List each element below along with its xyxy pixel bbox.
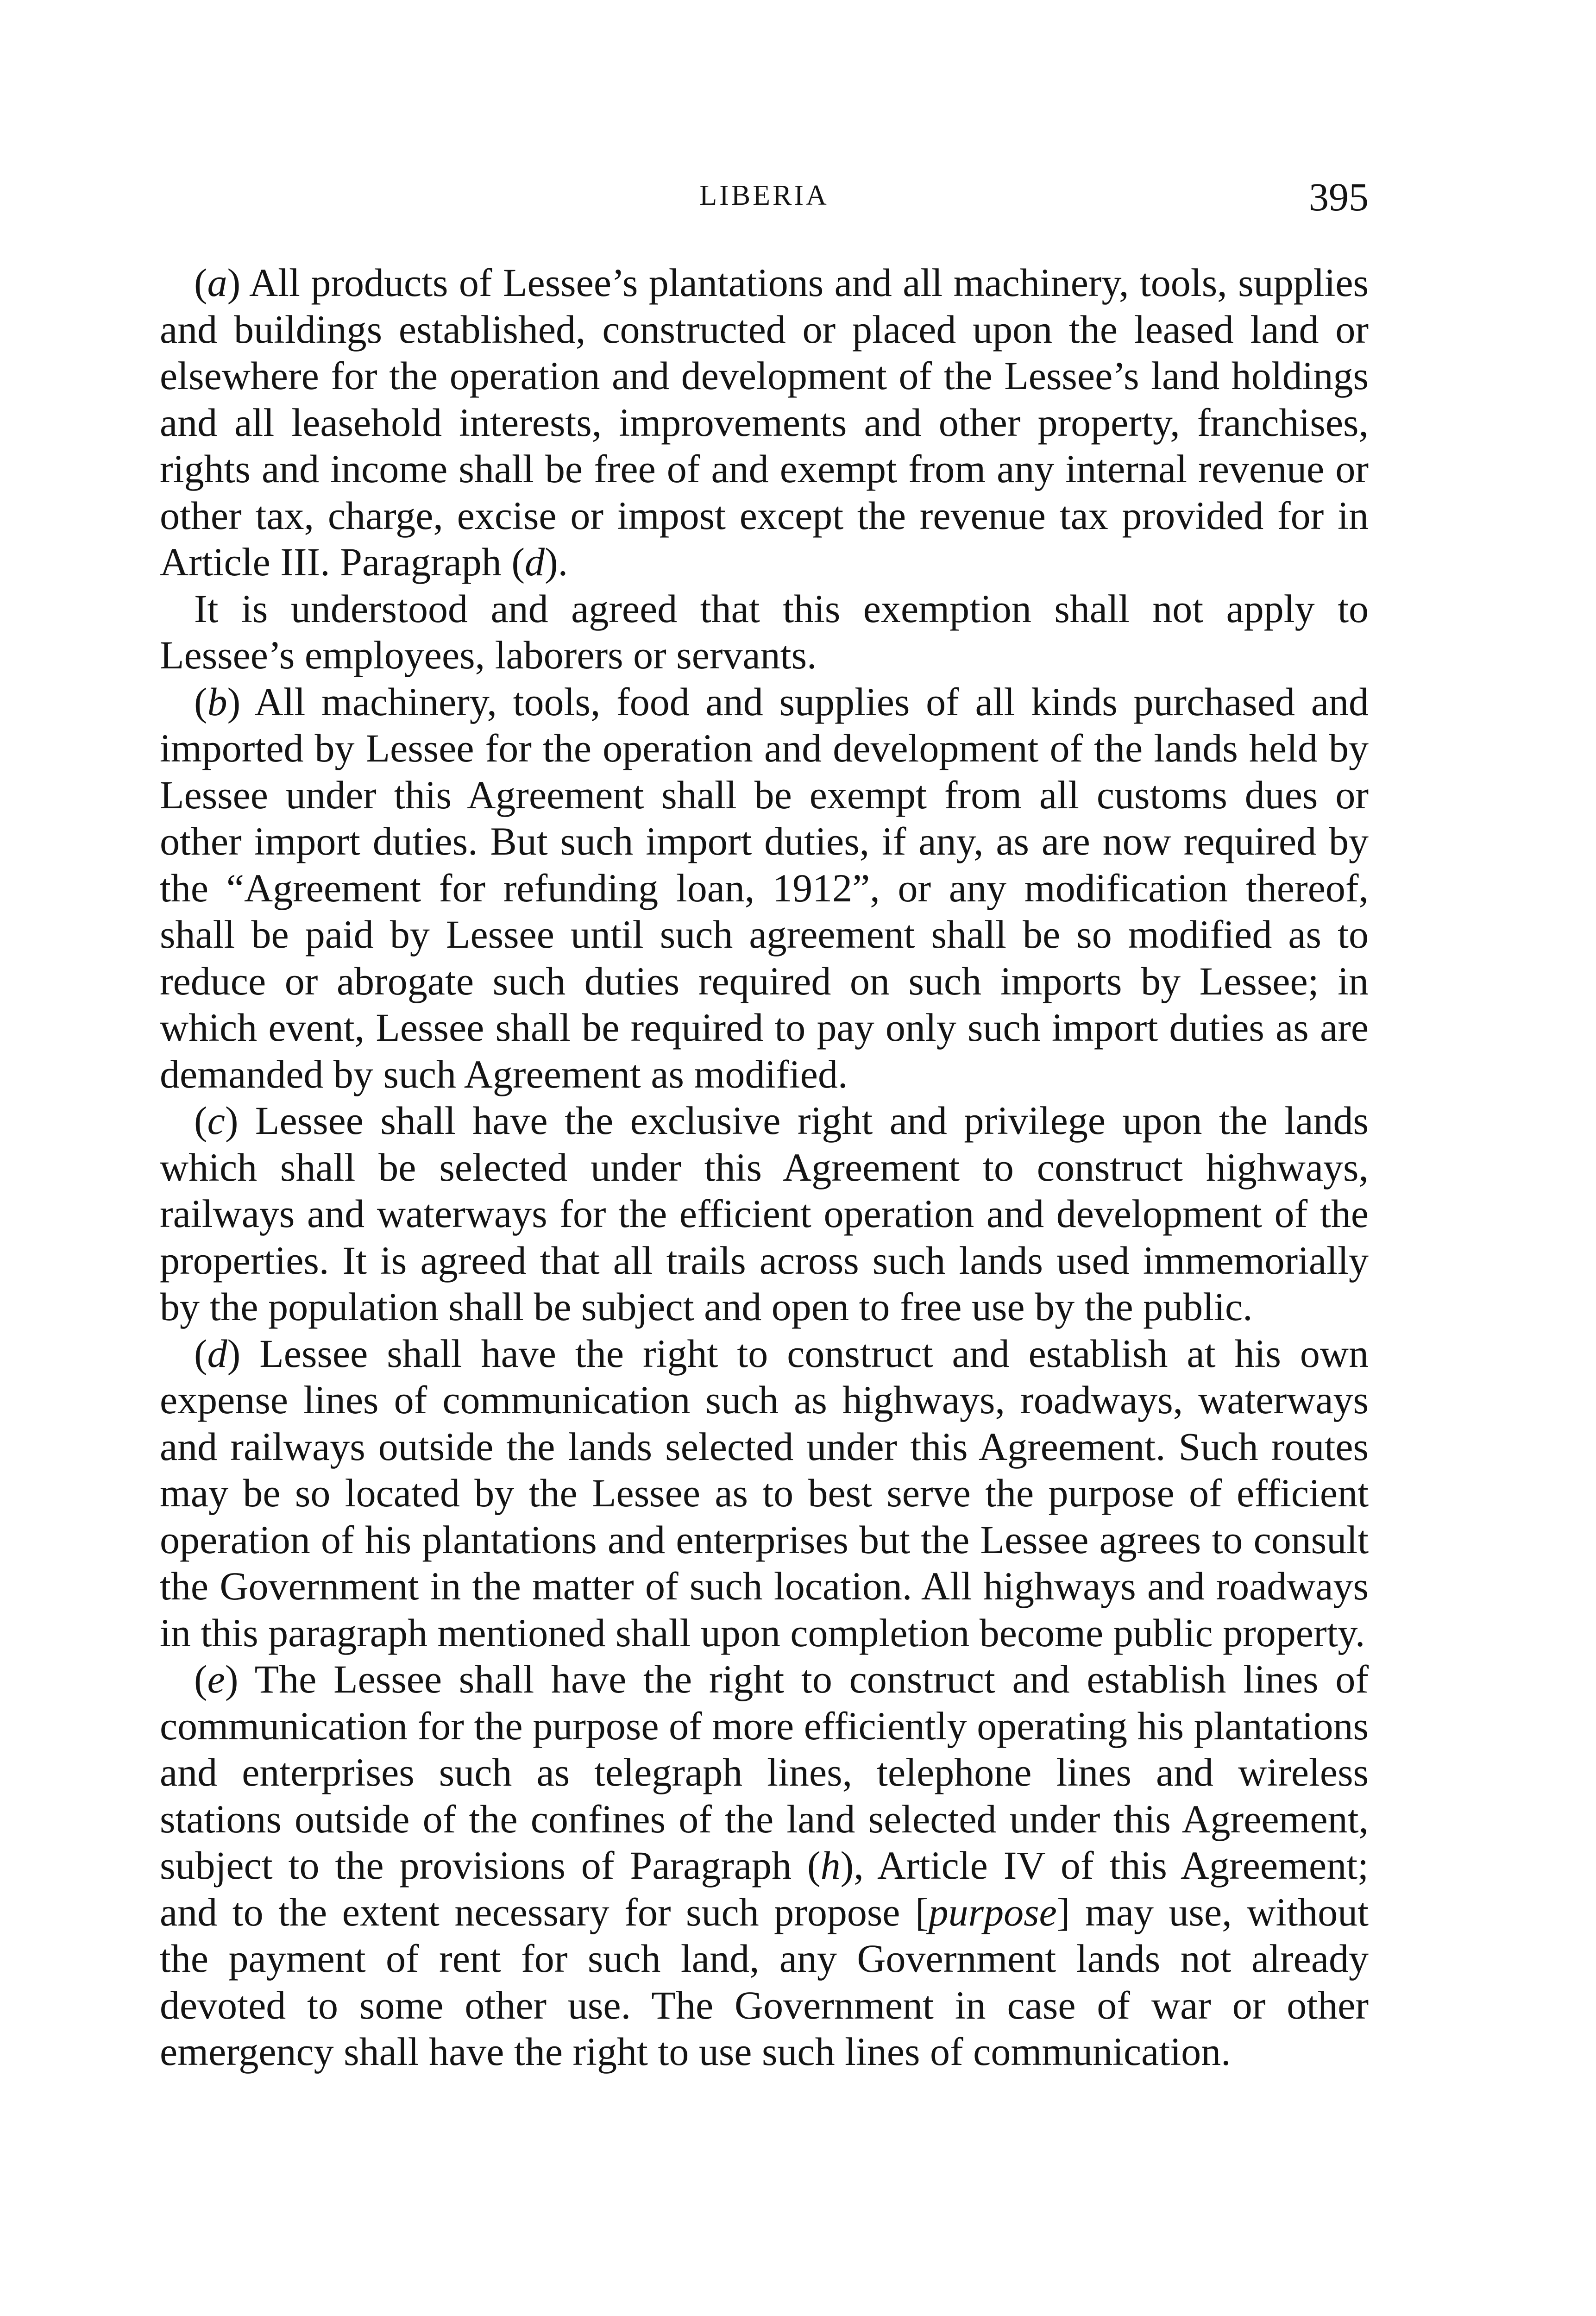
paragraph-label: ( b ) (194, 680, 240, 724)
running-header (160, 174, 1369, 225)
paragraph-text: All machinery, tools, food and supplies of all kinds purchased and imported by Lessee for the operation and development of the lands held by Lessee under this Agreement shall be exempt from all customs dues or other import duties. But such import duties, if any, as are now required by the “Agreement for refunding loan, 1912”, or any modification thereof, shall be paid by Lessee until such agreement shall be so modified as to reduce or abrogate such duties required on such imports by Lessee; in which event, Lessee shall be required to pay only such import duties as are demanded by such Agreement as modified. (160, 679, 1369, 1096)
editorial-correction: purpose (928, 1889, 1057, 1934)
paragraph-e (160, 1656, 1369, 2075)
paragraph-reference: ( d ) (511, 540, 558, 584)
body-text (160, 259, 1369, 2075)
paragraph-text-end: may use, without the payment of rent for such land, any Government lands not already devoted to some other use. The Government in case of war or other emergency shall have the right to use such lines of communication. (160, 1889, 1369, 2074)
paragraph-text: It is understood and agreed that this exemption shall not apply to Lessee’s employees, laborers or servants. (160, 586, 1369, 677)
paragraph-text-mid: , Article IV of this Agreement; and to the extent necessary for such propose (160, 1843, 1369, 1934)
paragraph-c (160, 1097, 1369, 1330)
paragraph-d (160, 1330, 1369, 1656)
paragraph-label: ( e ) (194, 1657, 238, 1701)
paragraph-a (160, 259, 1369, 585)
paragraph-b (160, 679, 1369, 1098)
paragraph-reference: ( h ) (807, 1843, 854, 1888)
paragraph-label: ( c ) (194, 1098, 238, 1143)
paragraph-text: Lessee shall have the right to construct and establish at his own expense lines of communication such as highways, roadways, waterways and railways outside the lands selected under this Agreement. Such routes may be so located by the Lessee as to best serve the purpose of efficient operation of his plantations and enterprises but the Lessee agrees to consult the Government in the matter of such location. All highways and roadways in this paragraph mentioned shall upon completion become public property. (160, 1331, 1369, 1655)
paragraph-exemption-note (160, 585, 1369, 679)
paragraph-text: Lessee shall have the exclusive right and privilege upon the lands which shall be selected under this Agreement to construct highways, railways and waterways for the efficient operation and development of the properties. It is agreed that all trails across such lands used immemorially by the population shall be subject and open to free use by the public. (160, 1098, 1369, 1329)
page-number: 395 (1309, 175, 1369, 219)
paragraph-label: ( d ) (194, 1331, 240, 1376)
paragraph-text: All products of Lessee’s plantations and all machinery, tools, supplies and buildings established, constructed or placed upon the leased land or elsewhere for the operation and development of the Lessee’s land holdings and all leasehold interests, improvements and other property, franchises, rights and income shall be free of and exempt from any internal revenue or other tax, charge, excise or impost except the revenue tax provided for in Article III. Paragraph (160, 260, 1369, 584)
paragraph-tail: . (558, 540, 568, 584)
paragraph-label: ( a ) (194, 260, 240, 305)
paragraph-text: The Lessee shall have the right to construct and establish lines of communication for the purpose of more efficiently operating his plantations and enterprises such as telegraph lines, telephone lines and wireless stations outside of the confines of the land selected under this Agreement, subject to the provisions of Paragraph (160, 1657, 1369, 1888)
running-title: LIBERIA (699, 180, 829, 211)
